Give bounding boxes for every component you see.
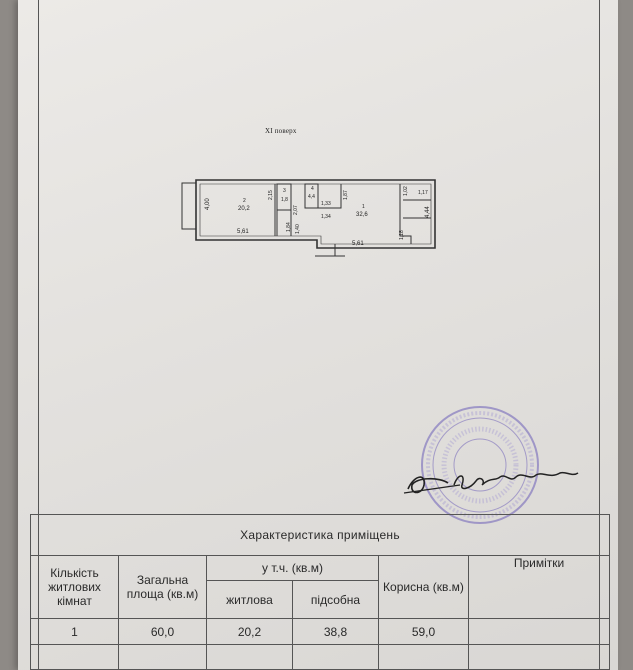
cell-living: 20,2 [207, 619, 293, 644]
cell-notes [469, 619, 610, 644]
bath-area: 1,8 [281, 197, 288, 203]
cell-aux: 38,8 [293, 619, 379, 644]
header-total-area: Загальна площа (кв.м) [119, 555, 207, 619]
room2-area: 32,6 [356, 212, 368, 218]
table-row-empty [31, 644, 610, 669]
header-notes: Примітки [469, 555, 610, 619]
inner-wall [200, 184, 431, 244]
wc-area: 4,4 [308, 194, 315, 200]
wc-number: 4 [311, 186, 314, 192]
hall-dim-133: 1,33 [321, 201, 331, 207]
dim-bottom-right: 5,61 [352, 241, 364, 247]
signature [400, 455, 590, 505]
table-row [31, 619, 610, 644]
cell-total: 60,0 [119, 619, 207, 644]
balcony [182, 183, 196, 229]
header-useful: Корисна (кв.м) [379, 555, 469, 619]
room2-number: 1 [362, 204, 365, 210]
floor-label: XI поверх [265, 127, 297, 135]
dim-140: 1,40 [295, 224, 301, 234]
dim-right-118: 1,18 [399, 230, 405, 240]
bath-number: 3 [283, 188, 286, 194]
dim-bath-w: 2,15 [268, 190, 274, 200]
header-rooms-count: Кількість житлових кімнат [31, 555, 119, 619]
cell-rooms: 1 [31, 619, 119, 644]
dim-right-102: 1,02 [403, 186, 409, 196]
dim-wall-left: 4,00 [205, 198, 211, 210]
dim-187: 1,87 [343, 190, 349, 200]
dim-207: 2,07 [293, 205, 299, 215]
dim-184: 1,84 [286, 222, 292, 232]
table-title: Характеристика приміщень [31, 515, 610, 556]
header-incl: у т.ч. (кв.м) [207, 555, 379, 580]
hall-dim-134: 1,34 [321, 214, 331, 220]
floor-plan [165, 160, 455, 260]
header-auxiliary: підсобна [293, 580, 379, 618]
room1-number: 2 [243, 198, 246, 204]
dim-bottom-left: 5,61 [237, 229, 249, 235]
cell-useful: 59,0 [379, 619, 469, 644]
dim-right-444: 4,44 [425, 206, 431, 218]
header-living: житлова [207, 580, 293, 618]
room1-area: 20,2 [238, 206, 250, 212]
characteristics-table [30, 514, 610, 670]
dim-right-117: 1,17 [418, 190, 428, 196]
